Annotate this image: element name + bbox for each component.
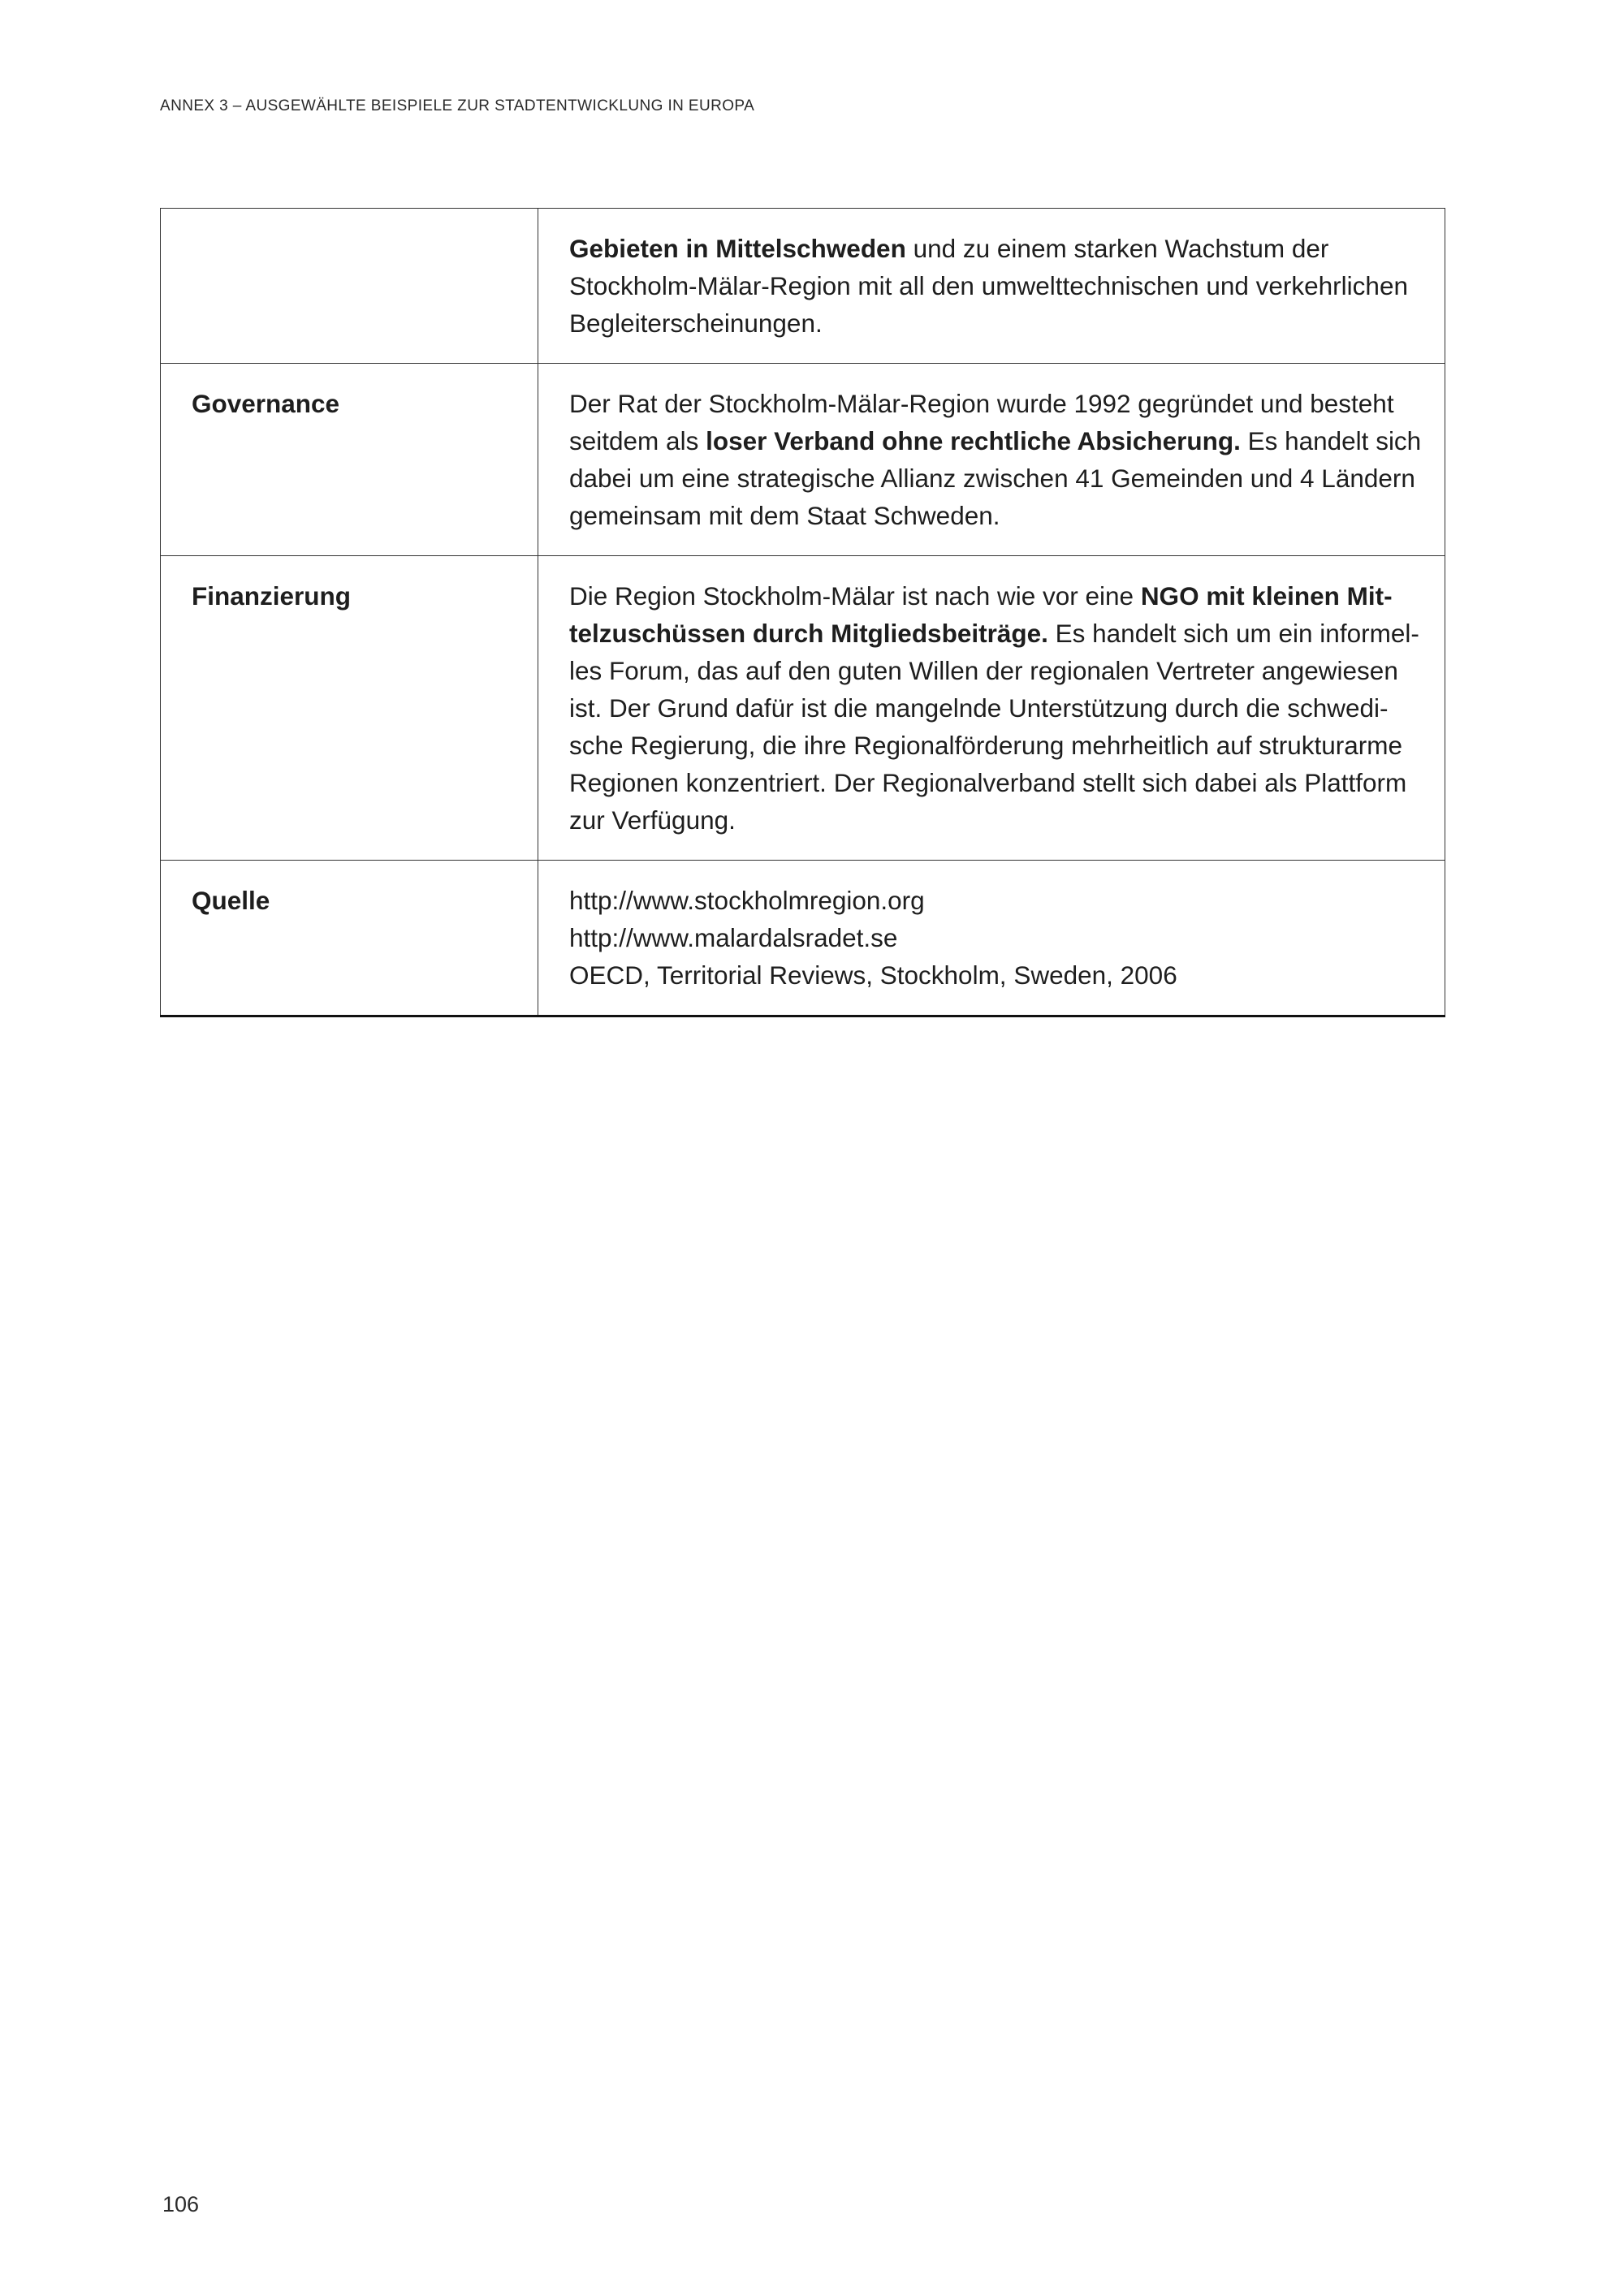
- bold-phrase: NGO mit kleinen Mit-: [1140, 581, 1393, 611]
- table-row-continued: [161, 209, 1445, 364]
- text-line: les Forum, das auf den guten Willen der regionalen Vertreter angewiesen: [569, 656, 1398, 685]
- info-table: [160, 208, 1445, 1017]
- source-citation: OECD, Territorial Reviews, Stockholm, Sweden, 2006: [569, 960, 1177, 990]
- row-label-governance: Governance: [161, 364, 538, 556]
- row-text-quelle: [538, 861, 1445, 1016]
- text-line: [569, 577, 1428, 615]
- text-line: gemeinsam mit dem Staat Schweden.: [569, 501, 1000, 530]
- text-fragment: Es handelt sich: [1240, 426, 1422, 455]
- source-link[interactable]: http://www.stockholmregion.org: [569, 886, 925, 915]
- bold-phrase: Gebieten in Mittelschweden: [569, 234, 906, 263]
- text-line: [569, 422, 1428, 460]
- row-label-quelle: Quelle: [161, 861, 538, 1016]
- row-text-continued: [538, 209, 1445, 364]
- text-line: Regionen konzentriert. Der Regionalverband stellt sich dabei als Plattform: [569, 768, 1407, 797]
- row-label-empty: [161, 209, 538, 364]
- text-line: [569, 615, 1428, 652]
- text-line: zur Verfügung.: [569, 805, 736, 835]
- bold-phrase: telzuschüssen durch Mitgliedsbeiträge.: [569, 619, 1048, 648]
- text-fragment: Die Region Stockholm-Mälar ist nach wie vor eine: [569, 581, 1141, 611]
- page-number: 106: [162, 2192, 200, 2216]
- text-line: Stockholm-Mälar-Region mit all den umwelttechnischen und verkehrlichen: [569, 271, 1408, 300]
- table-row-quelle: [161, 861, 1445, 1016]
- running-header: ANNEX 3 – AUSGEWÄHLTE BEISPIELE ZUR STADTENTWICKLUNG IN EUROPA: [160, 97, 755, 114]
- row-text-finanzierung: [538, 556, 1445, 861]
- text-fragment: seitdem als: [569, 426, 706, 455]
- source-link[interactable]: http://www.malardalsradet.se: [569, 923, 898, 952]
- table-row-governance: [161, 364, 1445, 556]
- text-line: [569, 230, 1428, 267]
- text-line: sche Regierung, die ihre Regionalförderung mehrheitlich auf strukturarme: [569, 731, 1403, 760]
- text-line: Der Rat der Stockholm-Mälar-Region wurde 1992 gegründet und besteht: [569, 389, 1394, 418]
- text-line: dabei um eine strategische Allianz zwischen 41 Gemeinden und 4 Ländern: [569, 464, 1415, 493]
- row-label-finanzierung: Finanzierung: [161, 556, 538, 861]
- table-row-finanzierung: [161, 556, 1445, 861]
- text-fragment: und zu einem starken Wachstum der: [905, 234, 1329, 263]
- text-fragment: Es handelt sich um ein informel-: [1047, 619, 1419, 648]
- row-text-governance: [538, 364, 1445, 556]
- bold-phrase: loser Verband ohne rechtliche Absicherung.: [706, 426, 1241, 455]
- text-line: Begleiterscheinungen.: [569, 309, 823, 338]
- text-line: ist. Der Grund dafür ist die mangelnde Unterstützung durch die schwedi-: [569, 693, 1389, 723]
